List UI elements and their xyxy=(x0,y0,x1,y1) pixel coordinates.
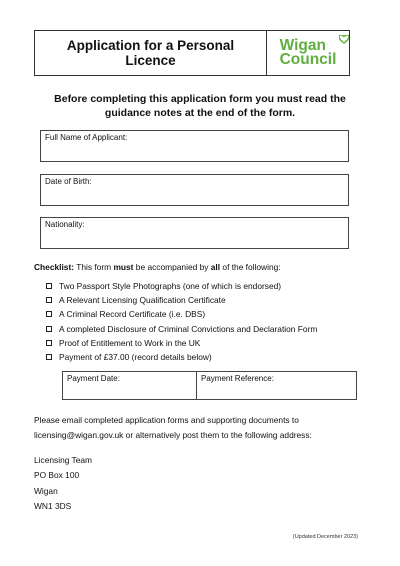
checklist-item-label: A completed Disclosure of Criminal Convictions and Declaration Form xyxy=(59,323,318,334)
logo-line-1: Wigan xyxy=(279,37,326,54)
page-title: Application for a Personal Licence xyxy=(35,31,267,75)
checklist-text-c: of the following: xyxy=(222,262,281,272)
payment-reference-label: Payment Reference: xyxy=(201,374,274,383)
checklist-item-label: A Relevant Licensing Qualification Certificate xyxy=(59,295,226,306)
checklist-label: Checklist: xyxy=(34,262,75,272)
instructions-line-2: licensing@wigan.gov.uk or alternatively post them to the following address: xyxy=(34,430,312,440)
checklist-must: must xyxy=(113,262,134,272)
postal-address xyxy=(34,453,92,515)
address-line: Licensing Team xyxy=(34,455,93,465)
checkbox[interactable] xyxy=(46,283,52,289)
nationality-field[interactable] xyxy=(40,217,349,249)
list-item xyxy=(46,293,317,307)
header-box xyxy=(34,30,350,76)
list-item xyxy=(46,307,317,321)
payment-date-field[interactable] xyxy=(63,372,197,399)
checklist-items xyxy=(46,279,317,364)
checklist-heading xyxy=(34,262,281,272)
full-name-field[interactable] xyxy=(40,130,349,162)
checkbox[interactable] xyxy=(46,326,52,332)
checklist-item-label: Proof of Entitlement to Work in the UK xyxy=(59,337,201,348)
instructions-line-1: Please email completed application forms and supporting documents to xyxy=(34,415,299,425)
full-name-label: Full Name of Applicant: xyxy=(45,133,128,142)
checklist-item-label: Two Passport Style Photographs (one of which is endorsed) xyxy=(59,281,282,292)
logo-line-2: Council xyxy=(279,51,337,68)
updated-date: (Updated December 2023) xyxy=(292,534,358,540)
checklist-item-label: Payment of £37.00 (record details below) xyxy=(59,352,212,363)
checkbox[interactable] xyxy=(46,311,52,317)
checkbox[interactable] xyxy=(46,297,52,303)
list-item xyxy=(46,322,317,336)
address-line: Wigan xyxy=(34,485,58,496)
checkbox[interactable] xyxy=(46,340,52,346)
checkbox[interactable] xyxy=(46,354,52,360)
date-of-birth-field[interactable] xyxy=(40,174,349,206)
payment-table xyxy=(62,371,357,400)
checklist-text-b: be accompanied by xyxy=(135,262,209,272)
address-line: WN1 3DS xyxy=(34,501,72,512)
date-of-birth-label: Date of Birth: xyxy=(45,177,92,186)
checklist-all: all xyxy=(210,262,221,272)
submission-instructions xyxy=(34,413,364,443)
nationality-label: Nationality: xyxy=(45,220,85,229)
guidance-notice: Before completing this application form you must read the guidance notes at the end of the form. xyxy=(54,93,346,119)
list-item xyxy=(46,336,317,350)
heart-icon xyxy=(339,35,349,44)
address-line: PO Box 100 xyxy=(34,470,80,481)
payment-date-label: Payment Date: xyxy=(67,374,120,383)
list-item xyxy=(46,350,317,364)
list-item xyxy=(46,279,317,293)
checklist-text-a: This form xyxy=(76,262,112,272)
payment-reference-field[interactable] xyxy=(197,372,356,399)
wigan-council-logo xyxy=(267,31,349,75)
checklist-item-label: A Criminal Record Certificate (i.e. DBS) xyxy=(59,309,206,320)
